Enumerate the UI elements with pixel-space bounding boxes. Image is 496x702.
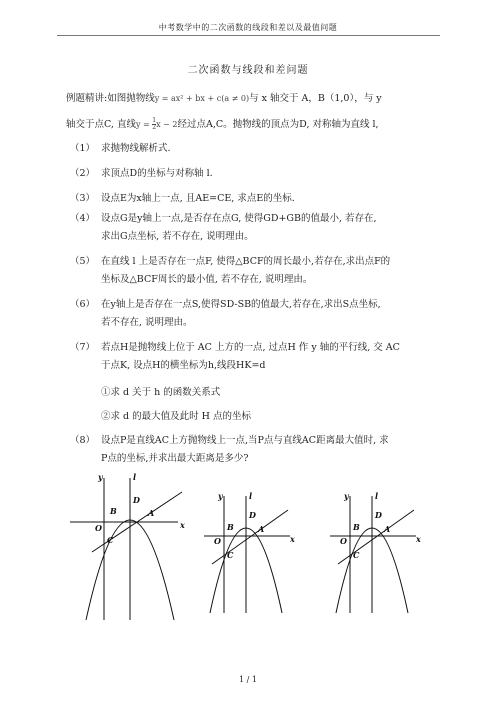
label-d: D [375, 510, 382, 520]
question-number: （7） [70, 342, 96, 353]
intro-line-2 [66, 118, 436, 132]
label-x: x [290, 534, 295, 544]
question-text: 求顶点D的坐标与对称轴 l. [101, 168, 213, 179]
question-text: 设点E为x轴上一点, 且AE=CE, 求点E的坐标. [101, 193, 295, 204]
question-7-part-2: ②求 d 的最大值及此时 H 点的坐标 [101, 411, 251, 422]
label-b: B [353, 522, 360, 532]
label-b: B [227, 522, 234, 532]
question-text: 求抛物线解析式. [101, 143, 171, 154]
label-c: C [107, 535, 114, 545]
question-text-line-2: P点的坐标,并求出最大距离是多少? [101, 453, 249, 464]
question-text-line-1: 若点H是抛物线上位于 AC 上方的一点, 过点H 作 y 轴的平行线, 交 AC [101, 342, 400, 353]
label-c: C [227, 550, 234, 560]
label-o: O [340, 536, 347, 546]
label-d: D [133, 495, 140, 505]
label-a: A [148, 508, 155, 518]
fraction-numerator: 1 [152, 117, 157, 124]
label-b: B [110, 506, 117, 516]
question-5 [70, 255, 440, 295]
label-o: O [95, 523, 102, 533]
question-8 [70, 434, 440, 474]
label-l: l [375, 491, 379, 501]
equation-line-rhs: x − 2 [156, 120, 178, 129]
equation-line-lhs: y = [135, 120, 153, 129]
label-y: y [98, 472, 103, 482]
label-y: y [344, 491, 349, 501]
question-text-line-2: 求出G点坐标, 若不存在, 说明理由。 [101, 231, 254, 242]
figure-2 [198, 488, 310, 618]
header-rule [57, 35, 440, 36]
page-title: 二次函数与线段和差问题 [187, 65, 309, 76]
fraction-denominator: 2 [152, 124, 157, 131]
intro-text-2b: 经过点A,C。抛物线的顶点为D, 对称轴为直线 l, [177, 119, 379, 130]
intro-text-1a: 例题精讲:如图抛物线 [66, 93, 155, 104]
question-6 [70, 298, 440, 338]
equation-parabola: y = ax² + bx + c(a ≠ 0) [154, 94, 250, 103]
question-4 [70, 212, 440, 252]
question-text-line-1: 设点G是y轴上一点,是否存在点G, 使得GD+GB的值最小, 若存在, [101, 213, 377, 224]
label-l: l [133, 472, 137, 482]
question-7 [70, 341, 440, 381]
label-l: l [249, 491, 253, 501]
label-x: x [416, 534, 421, 544]
question-number: （1） [70, 143, 96, 154]
question-number: （5） [70, 256, 96, 267]
label-a: A [258, 524, 265, 534]
question-number: （2） [70, 168, 96, 179]
intro-text-2a: 轴交于点C, 直线 [66, 119, 136, 130]
question-text-line-1: 设点P是直线AC上方抛物线上一点,当P点与直线AC距离最大值时, 求 [101, 435, 389, 446]
question-7-part-1: ①求 d 关于 h 的函数关系式 [101, 387, 221, 398]
question-number: （4） [70, 213, 96, 224]
figure-3 [324, 488, 436, 618]
label-o: O [214, 536, 221, 546]
page-number: 1 / 1 [239, 675, 257, 684]
label-d: D [249, 510, 256, 520]
label-a: A [384, 524, 391, 534]
label-x: x [180, 520, 185, 530]
label-y: y [218, 491, 223, 501]
question-text-line-1: 在直线 l 上是否存在一点F, 使得△BCF的周长最小,若存在,求出点F的 [101, 256, 391, 267]
question-text-line-1: 在y轴上是否存在一点S,使得SD-SB的值最大,若存在,求出S点坐标, [101, 299, 381, 310]
question-text-line-2: 于点K, 设点H的横坐标为h,线段HK=d [101, 360, 266, 371]
question-text-line-2: 坐标及△BCF周长的最小值, 若不存在, 说明理由。 [101, 274, 313, 285]
question-number: （3） [70, 193, 96, 204]
intro-text-1b: 与 x 轴交于 A，B（1,0），与 y [249, 93, 382, 104]
question-number: （8） [70, 435, 96, 446]
question-text-line-2: 若不存在, 说明理由。 [101, 317, 193, 328]
page-header: 中考数学中的二次函数的线段和差以及最值问题 [158, 23, 338, 32]
intro-line-1 [66, 92, 436, 106]
question-number: （6） [70, 299, 96, 310]
figure-1 [60, 470, 200, 630]
label-c: C [353, 550, 360, 560]
